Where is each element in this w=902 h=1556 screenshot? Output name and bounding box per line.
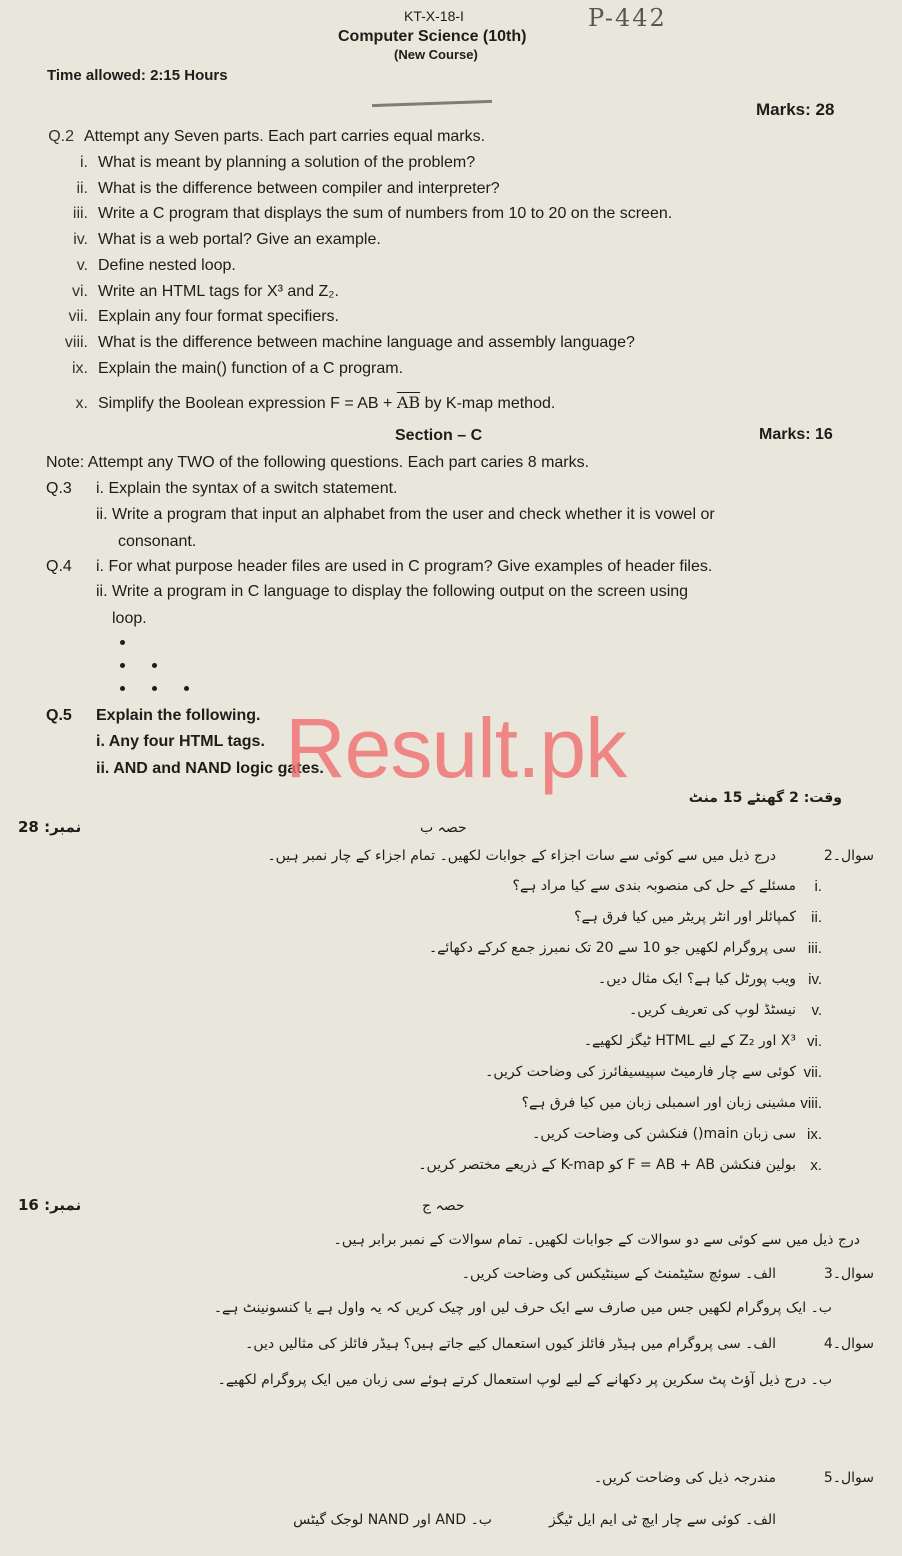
part-text: Explain any four format specifiers. <box>98 308 339 325</box>
urdu-part-text: کوئی سے چار فارمیٹ سپیسیفائرز کی وضاحت کریں۔ <box>485 1064 796 1080</box>
question-4-part-ii-continued: loop. <box>112 610 147 627</box>
question-2-part <box>46 154 475 172</box>
question-5-part-ii: ii. AND and NAND logic gates. <box>96 760 324 777</box>
urdu-marks-16: نمبر: 16 <box>18 1196 82 1214</box>
pattern-dot <box>152 686 157 691</box>
pattern-dot <box>184 686 189 691</box>
paper-code: KT-X-18-I <box>404 8 464 24</box>
question-3-part-i: i. Explain the syntax of a switch statement. <box>96 480 398 497</box>
question-3-part-ii-continued: consonant. <box>118 533 197 550</box>
part-text: What is the difference between compiler and interpreter? <box>98 180 500 197</box>
part-text: Explain the main() function of a C program. <box>98 360 404 377</box>
urdu-section-c-title: حصہ ج <box>422 1198 465 1214</box>
urdu-question-5-intro: مندرجہ ذیل کی وضاحت کریں۔ <box>593 1470 776 1486</box>
part-number: vii. <box>68 308 88 325</box>
urdu-question-4-label: سوال۔4 <box>823 1336 874 1352</box>
question-3-label: Q.3 <box>46 480 72 497</box>
part-number: v. <box>76 257 88 274</box>
urdu-question-3-part-b: ب۔ ایک پروگرام لکھیں جس میں صارف سے ایک حرف لیں اور چیک کریں کہ یہ واول ہے یا کنسونینٹ ہے۔ <box>213 1300 832 1316</box>
urdu-time-allowed: وقت: 2 گھنٹے 15 منٹ <box>688 790 842 806</box>
urdu-part-text: X³ اور Z₂ کے لیے HTML ٹیگز لکھیے۔ <box>583 1033 796 1049</box>
question-2-instruction <box>46 128 485 146</box>
urdu-part-text: سی زبان main() فنکشن کی وضاحت کریں۔ <box>532 1126 796 1142</box>
urdu-question-4-part-b: ب۔ درج ذیل آؤٹ پٹ سکرین پر دکھانے کے لیے لوپ استعمال کرتے ہوئے سی زبان میں ایک پروگرام لکھیے۔ <box>217 1372 832 1388</box>
question-2-part <box>46 257 236 275</box>
part-number: x. <box>75 395 88 412</box>
question-2-part <box>46 180 500 198</box>
part-number: iii. <box>72 205 88 222</box>
pattern-dot <box>120 640 125 645</box>
part-x-suffix: by K-map method. <box>420 395 556 412</box>
part-text: Write an HTML tags for X³ and Z₂. <box>98 283 339 300</box>
question-2-part <box>46 231 381 249</box>
part-number: iv. <box>73 231 88 248</box>
question-2-part <box>46 205 672 223</box>
watermark: Result.pk <box>285 701 627 795</box>
urdu-part-text: نیسٹڈ لوپ کی تعریف کریں۔ <box>629 1002 796 1018</box>
subject-title: Computer Science (10th) <box>338 28 527 45</box>
part-text: What is meant by planning a solution of the problem? <box>98 154 476 171</box>
urdu-part-text: ویب پورٹل کیا ہے؟ ایک مثال دیں۔ <box>598 971 796 987</box>
pattern-dot <box>152 663 157 668</box>
urdu-part-number: ix. <box>807 1126 822 1143</box>
part-number: viii. <box>64 334 88 351</box>
question-number: Q.2 <box>48 128 74 145</box>
question-3-part-ii: ii. Write a program that input an alphabet from the user and check whether it is vowel or <box>96 506 715 523</box>
section-c-title: Section – C <box>395 427 483 444</box>
urdu-part-text: مسئلے کے حل کی منصوبہ بندی سے کیا مراد ہے؟ <box>512 878 796 894</box>
urdu-question-3-part-a: الف۔ سوئچ سٹیٹمنٹ کے سینٹیکس کی وضاحت کریں۔ <box>461 1266 776 1282</box>
pattern-dot <box>120 686 125 691</box>
marks-section-b: Marks: 28 <box>756 100 835 119</box>
urdu-question-4-part-a: الف۔ سی پروگرام میں ہیڈر فائلز کیوں استعمال کیے جاتے ہیں؟ ہیڈر فائلز کی مثالیں دیں۔ <box>245 1336 776 1352</box>
urdu-part-number: iii. <box>807 940 822 957</box>
course-label: (New Course) <box>394 47 478 62</box>
question-4-part-ii: ii. Write a program in C language to display the following output on the screen using <box>96 583 689 600</box>
handwritten-reference: P-442 <box>588 4 667 32</box>
urdu-part-text: بولین فنکشن F = AB + AB کو K-map کے ذریعے مختصر کریں۔ <box>418 1157 796 1173</box>
urdu-part-text: مشینی زبان اور اسمبلی زبان میں کیا فرق ہے؟ <box>521 1095 796 1111</box>
part-number: ix. <box>72 360 88 377</box>
time-allowed: Time allowed: 2:15 Hours <box>47 67 228 84</box>
part-number: vi. <box>72 283 88 300</box>
question-4-label: Q.4 <box>46 558 72 575</box>
question-2-part <box>46 360 403 378</box>
urdu-part-text: سی پروگرام لکھیں جو 10 سے 20 تک نمبرز جمع کرکے دکھائے۔ <box>428 940 796 956</box>
urdu-question-5-part-b: ب۔ AND اور NAND لوجک گیٹس <box>293 1512 492 1528</box>
urdu-part-number: iv. <box>808 971 822 988</box>
question-5-title: Explain the following. <box>96 707 261 724</box>
part-text: Write a C program that displays the sum of numbers from 10 to 20 on the screen. <box>98 205 673 222</box>
instruction-text: Attempt any Seven parts. Each part carries equal marks. <box>84 128 486 145</box>
question-2-part <box>46 283 339 301</box>
urdu-part-number: x. <box>810 1157 822 1174</box>
urdu-part-number: vii. <box>803 1064 822 1081</box>
part-x-prefix: Simplify the Boolean expression F = AB + <box>98 395 397 412</box>
section-c-note: Note: Attempt any TWO of the following questions. Each part caries 8 marks. <box>46 454 590 471</box>
question-2-part <box>46 308 339 326</box>
urdu-question-5-part-a: الف۔ کوئی سے چار ایچ ٹی ایم ایل ٹیگز <box>549 1512 776 1528</box>
urdu-section-b-title: حصہ ب <box>420 820 467 836</box>
ink-smudge <box>372 100 492 107</box>
urdu-part-number: viii. <box>800 1095 822 1112</box>
urdu-question-5-label: سوال۔5 <box>823 1470 874 1486</box>
urdu-part-number: v. <box>811 1002 822 1019</box>
part-text: What is a web portal? Give an example. <box>98 231 381 248</box>
question-2-part <box>46 334 635 352</box>
pattern-dot <box>120 663 125 668</box>
part-x <box>46 393 555 413</box>
urdu-question-3-label: سوال۔3 <box>823 1266 874 1282</box>
urdu-question-2-label: سوال۔2 <box>823 848 874 864</box>
urdu-part-number: vi. <box>807 1033 822 1050</box>
urdu-question-2-instruction: درج ذیل میں سے کوئی سے سات اجزاء کے جوابات لکھیں۔ تمام اجزاء کے چار نمبر ہیں۔ <box>267 848 776 864</box>
question-5-part-i: i. Any four HTML tags. <box>96 733 265 750</box>
urdu-marks-28: نمبر: 28 <box>18 818 82 836</box>
part-number: ii. <box>76 180 88 197</box>
question-5-label: Q.5 <box>46 707 72 724</box>
part-text: What is the difference between machine language and assembly language? <box>98 334 635 351</box>
part-text: Define nested loop. <box>98 257 236 274</box>
section-c-marks: Marks: 16 <box>759 426 833 443</box>
urdu-part-number: ii. <box>811 909 822 926</box>
question-4-part-i: i. For what purpose header files are used in C program? Give examples of header files. <box>96 558 713 575</box>
urdu-section-c-instruction: درج ذیل میں سے کوئی سے دو سوالات کے جوابات لکھیں۔ تمام سوالات کے نمبر برابر ہیں۔ <box>333 1232 860 1248</box>
part-x-complement: $\overline{AB}$ <box>396 393 421 412</box>
urdu-part-number: i. <box>814 878 822 895</box>
urdu-part-text: کمپائلر اور انٹر پریٹر میں کیا فرق ہے؟ <box>574 909 796 925</box>
part-number: i. <box>80 154 88 171</box>
